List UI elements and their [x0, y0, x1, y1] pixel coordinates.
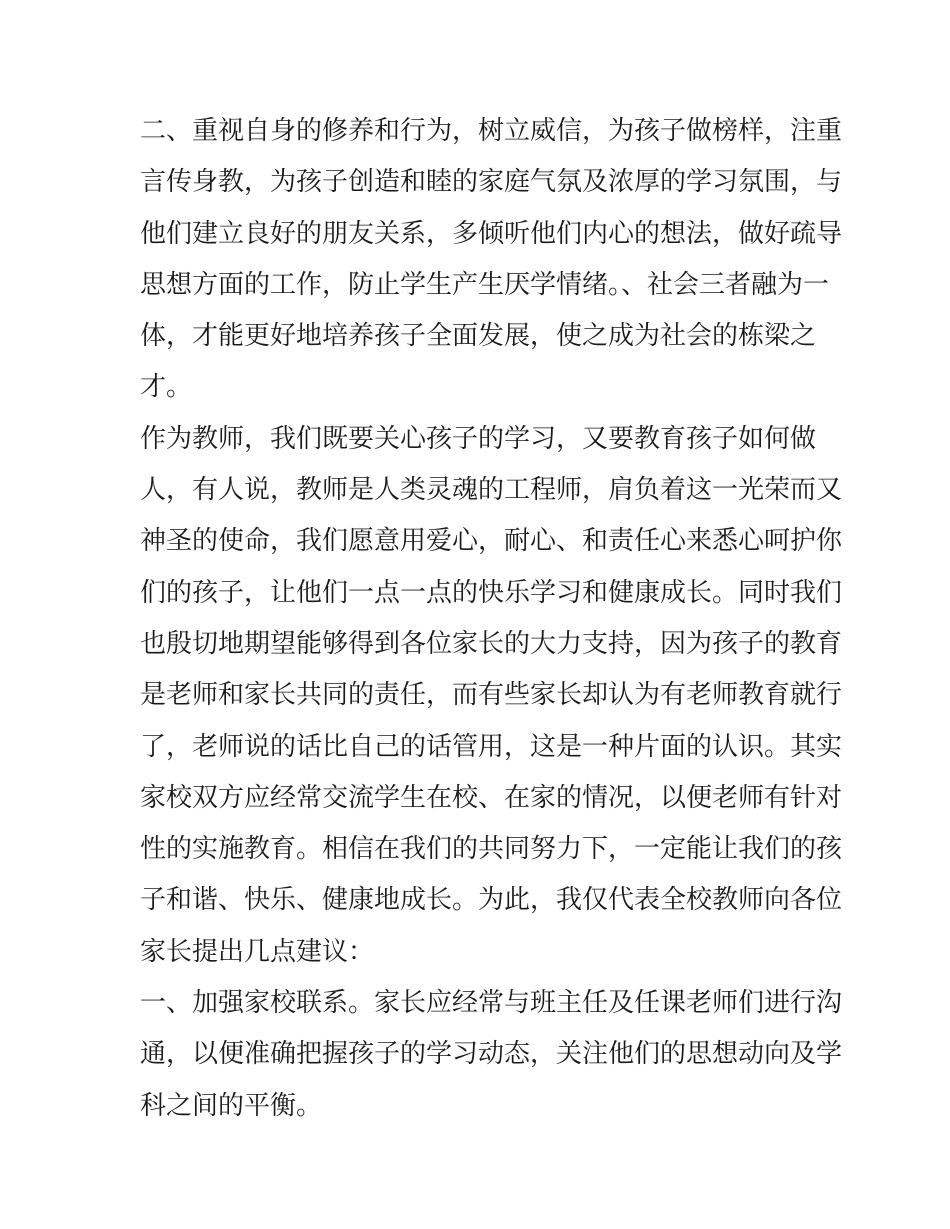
text-line: 子和谐、快乐、健康地成长。为此，我仅代表全校教师向各位: [140, 885, 843, 916]
document-body: [140, 106, 843, 1132]
text-line: 才。: [140, 372, 193, 403]
text-line: 通，以便准确把握孩子的学习动态，关注他们的思想动向及学: [140, 1039, 843, 1070]
text-line: 体，才能更好地培养孩子全面发展，使之成为社会的栋梁之: [140, 321, 817, 352]
text-line: 了，老师说的话比自己的话管用，这是一种片面的认识。其实: [140, 731, 843, 762]
text-line: 二、重视自身的修养和行为，树立威信，为孩子做榜样，注重: [140, 116, 843, 146]
text-line: 思想方面的工作，防止学生产生厌学情绪。、社会三者融为一: [140, 269, 830, 300]
text-line: 一、加强家校联系。家长应经常与班主任及任课老师们进行沟: [140, 988, 843, 1019]
text-line: 科之间的平衡。: [140, 1090, 323, 1121]
text-line: 也殷切地期望能够得到各位家长的大力支持，因为孩子的教育: [140, 628, 843, 659]
text-line: 神圣的使命，我们愿意用爱心，耐心、和责任心来悉心呵护你: [140, 526, 843, 557]
text-line: 性的实施教育。相信在我们的共同努力下，一定能让我们的孩: [140, 834, 843, 865]
text-line: 他们建立良好的朋友关系，多倾听他们内心的想法，做好疏导: [140, 218, 843, 249]
text-line: 言传身教，为孩子创造和睦的家庭气氛及浓厚的学习氛围，与: [140, 167, 843, 198]
text-line: 们的孩子，让他们一点一点的快乐学习和健康成长。同时我们: [140, 577, 843, 608]
text-line: 是老师和家长共同的责任，而有些家长却认为有老师教育就行: [140, 680, 843, 711]
text-line: 家长提出几点建议：: [140, 936, 375, 967]
text-line: 家校双方应经常交流学生在校、在家的情况，以便老师有针对: [140, 782, 843, 813]
text-line: 人，有人说，教师是人类灵魂的工程师，肩负着这一光荣而又: [140, 475, 843, 506]
text-line: 作为教师，我们既要关心孩子的学习，又要教育孩子如何做: [140, 423, 817, 454]
